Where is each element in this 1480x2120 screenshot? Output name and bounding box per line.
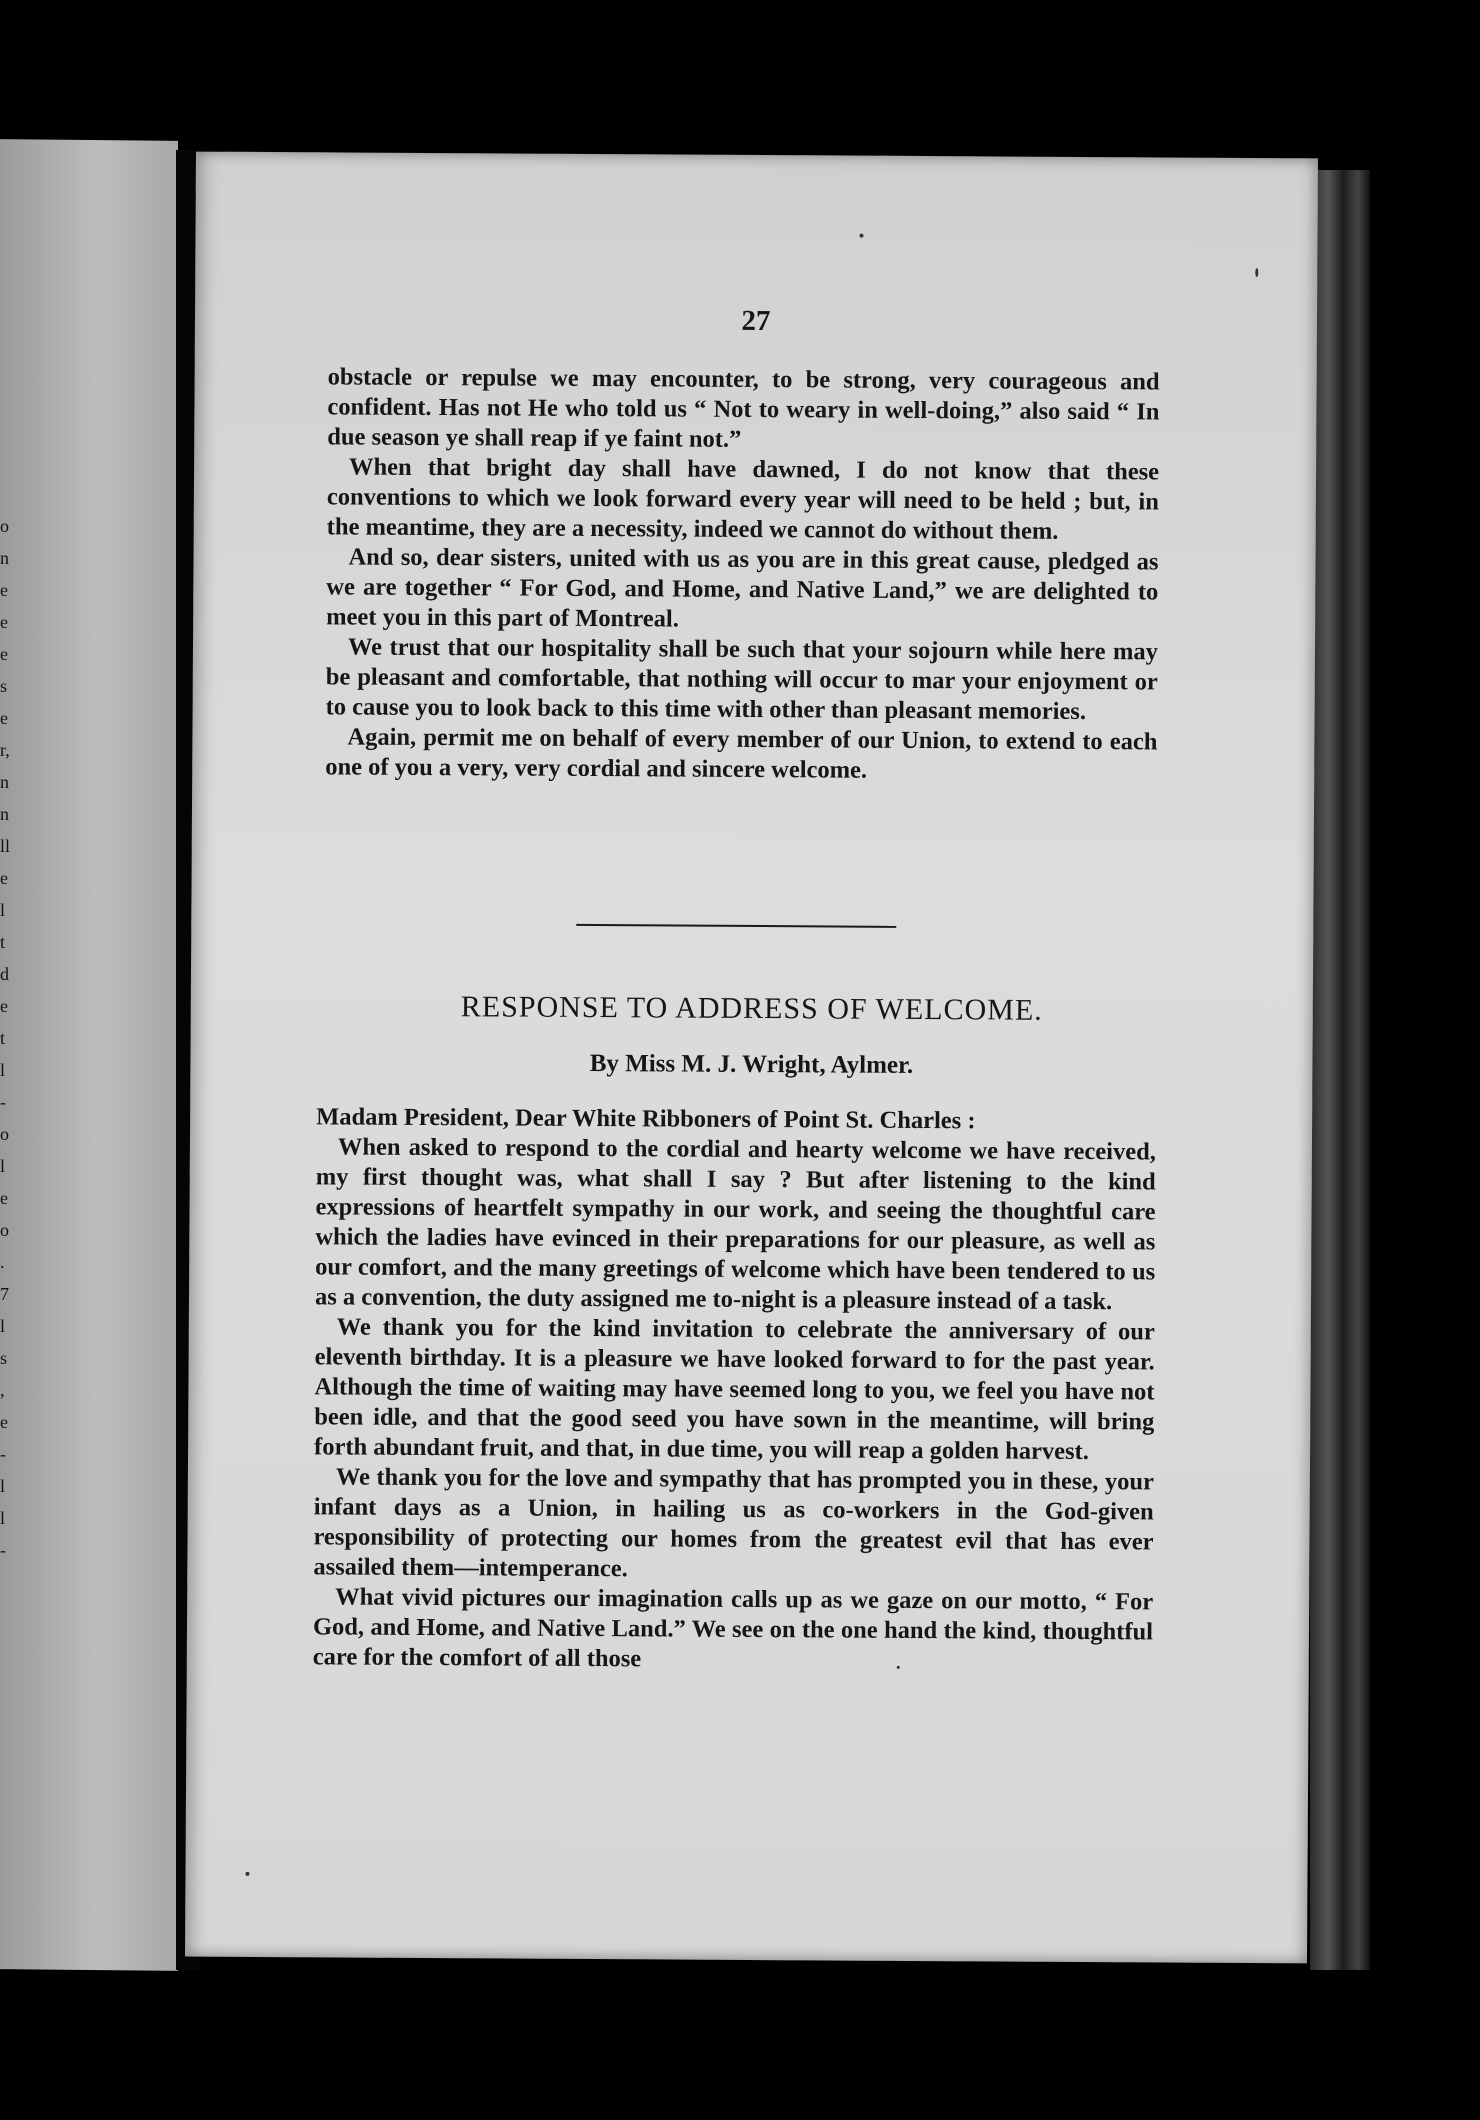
right-page-stack xyxy=(1310,170,1370,1970)
print-speck xyxy=(245,1872,249,1876)
section-heading: RESPONSE TO ADDRESS OF WELCOME. xyxy=(460,990,1043,1027)
section-divider xyxy=(576,924,896,928)
edge-letter: . xyxy=(0,1252,5,1272)
edge-letter: e xyxy=(0,996,8,1016)
paragraph: And so, dear sisters, united with us as you are in this great cause, pledged as we are together “ For God, and Home, and Native Land,” we are delighted to meet you in this part of Montreal. xyxy=(326,543,1159,633)
left-page-edge-letters xyxy=(0,510,16,1790)
edge-letter: l xyxy=(0,1060,6,1080)
paragraph: When that bright day shall have dawned, I do not know that these conventions to which we look forward every year will need to be held ; but, in the meantime, they are a necessity, indeed we cannot do without them. xyxy=(326,453,1160,545)
paragraph: What vivid pictures our imagination calls up as we gaze on our motto, “ For God, and Home, and Native Land.” We see on the one hand the kind, thoughtful care for the comfort of all those xyxy=(312,1583,1154,1673)
paragraph: obstacle or repulse we may encounter, to be strong, very courageous and confident. Has not He who told us “ Not to weary in well-doing,” also said “ In due season ye shall reap if ye faint not.” xyxy=(327,363,1160,453)
edge-letter: t xyxy=(0,932,6,952)
edge-letter: e xyxy=(0,1412,8,1432)
salutation: Madam President, Dear White Ribboners of Point St. Charles : xyxy=(316,1103,976,1135)
edge-letter: , xyxy=(0,1380,5,1400)
edge-letter: ll xyxy=(0,836,11,856)
edge-letter: s xyxy=(0,676,8,696)
edge-letter: e xyxy=(0,868,8,888)
edge-letter: l xyxy=(0,1508,6,1528)
edge-letter: e xyxy=(0,580,8,600)
edge-letter: o xyxy=(0,1220,9,1240)
print-speck xyxy=(859,234,863,238)
edge-letter: l xyxy=(0,900,6,920)
paragraph: We thank you for the kind invitation to celebrate the anniversary of our eleventh birthday. It is a pleasure we have looked forward to for the past year. Although the time of waiting may have seemed long to you, we feel you have not been idle, and that the good seed you have sown in the meantime, will bring forth abundant fruit, and that, in due time, you will reap a golden harvest. xyxy=(314,1313,1155,1466)
edge-letter: t xyxy=(0,1028,6,1048)
edge-letter: o xyxy=(0,516,9,536)
edge-letter: s xyxy=(0,1348,8,1368)
response-text xyxy=(313,1102,1156,1677)
address-continuation xyxy=(325,362,1160,787)
edge-letter: e xyxy=(0,644,8,664)
edge-letter: n xyxy=(0,804,9,824)
paragraph: When asked to respond to the cordial and hearty welcome we have received, my first thought was, what shall I say ? But after listening to the kind expressions of heartfelt sympathy in our work, and seeing the thoughtful care which the ladies have evinced in their preparations for our pleasure, as well as our comfort, and the many greetings of welcome which have been tendered to us as a convention, the duty assigned me to-night is a pleasure instead of a task. xyxy=(314,1133,1156,1316)
edge-letter: l xyxy=(0,1316,6,1336)
page-number: 27 xyxy=(741,304,771,338)
print-speck xyxy=(897,1666,900,1669)
edge-letter: r, xyxy=(0,740,10,760)
paragraph: We thank you for the love and sympathy that has prompted you in these, your infant days as a Union, in hailing us as co-workers in the God-given responsibility of protecting our homes from the greatest evil that has ever assailed them—intemperance. xyxy=(313,1463,1154,1583)
print-speck xyxy=(1255,268,1258,277)
edge-letter: o xyxy=(0,1124,9,1144)
paragraph: Again, permit me on behalf of every member of our Union, to extend to each one of you a very, very cordial and sincere welcome. xyxy=(325,723,1158,784)
edge-letter: l xyxy=(0,1156,6,1176)
edge-letter: e xyxy=(0,708,8,728)
edge-letter: 7 xyxy=(0,1284,9,1304)
edge-letter: - xyxy=(0,1540,6,1560)
edge-letter: e xyxy=(0,612,8,632)
edge-letter: n xyxy=(0,772,9,792)
paragraph: We trust that our hospitality shall be such that your sojourn while here may be pleasant and comfortable, that nothing will occur to mar your enjoyment or to cause you to look back to this time with other than pleasant memories. xyxy=(325,633,1159,726)
book-page xyxy=(185,152,1318,1964)
edge-letter: e xyxy=(0,1188,8,1208)
edge-letter: - xyxy=(0,1092,6,1112)
edge-letter: n xyxy=(0,548,9,568)
edge-letter: l xyxy=(0,1476,6,1496)
left-page-edge xyxy=(0,139,178,1971)
edge-letter: - xyxy=(0,1444,6,1464)
byline: By Miss M. J. Wright, Aylmer. xyxy=(589,1049,914,1079)
edge-letter: d xyxy=(0,964,9,984)
